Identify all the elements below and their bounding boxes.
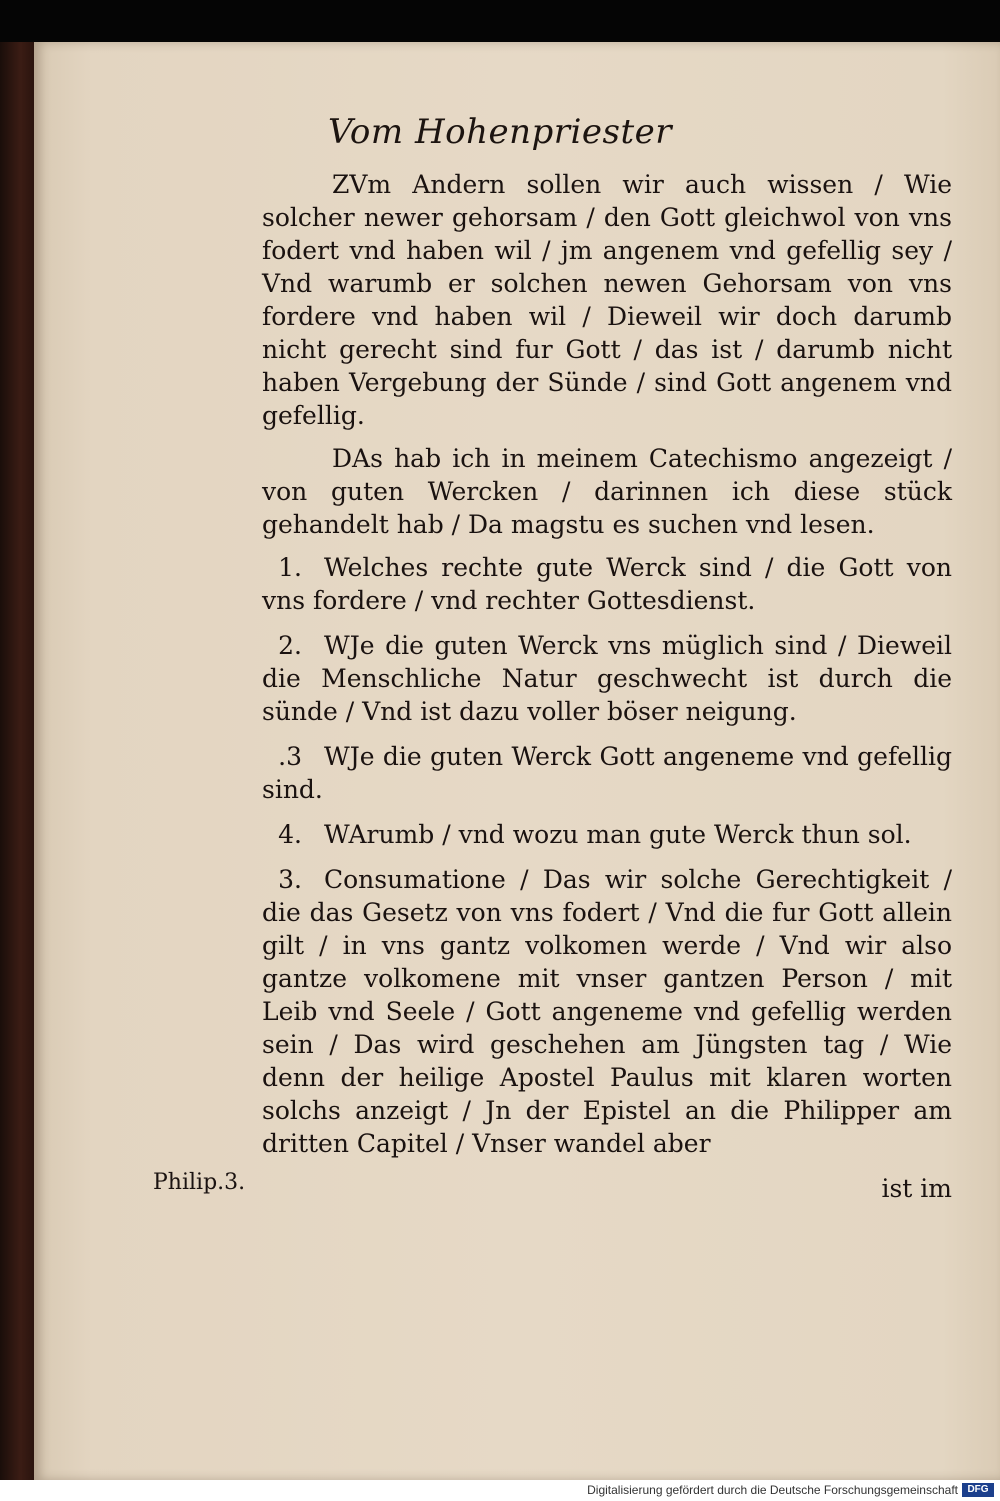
item-text: WJe die guten Werck Gott angeneme vnd gefellig sind.	[262, 742, 952, 804]
running-head: Vom Hohenpriester	[328, 112, 672, 152]
margin-note: Philip.3.	[153, 1170, 246, 1195]
item-number: 3.	[278, 865, 302, 894]
item-number: .3	[278, 742, 302, 771]
book-binding-edge	[0, 42, 34, 1480]
item-number: 2.	[278, 631, 302, 660]
list-item	[262, 818, 952, 851]
body-text	[262, 168, 952, 1230]
list-item	[262, 629, 952, 728]
item-text: WArumb / vnd wozu man gute Werck thun sol.	[324, 820, 912, 849]
item-text: WJe die guten Werck vns müglich sind / Dieweil die Menschliche Natur geschwecht ist durch die sünde / Vnd ist dazu voller böser neigung.	[262, 631, 952, 726]
item-number: 1.	[278, 553, 302, 582]
item-text: Welches rechte gute Werck sind / die Gott von vns fordere / vnd rechter Gottesdienst.	[262, 553, 952, 615]
item-number: 4.	[278, 820, 302, 849]
catchword: ist im	[881, 1174, 952, 1203]
dfg-logo-icon: DFG	[962, 1483, 994, 1497]
list-item	[262, 740, 952, 806]
item-text: Consumatione / Das wir solche Gerechtigkeit / die das Gesetz von vns fodert / Vnd die fur Gott allein gilt / in vns gantz volkomen werde / Vnd wir also gantze volkomene mit vnser gantzen Person / mit Leib vnd Seele / Gott angeneme vnd gefellig werden sein / Das wird geschehen am Jüngsten tag / Wie denn der heilige Apostel Paulus mit klaren worten solchs anzeigt / Jn der Epistel an die Philipper am dritten Capitel / Vnser wandel aber	[262, 865, 952, 1158]
list-item	[262, 863, 952, 1160]
footer-bar	[0, 1480, 1000, 1501]
funding-notice: Digitalisierung gefördert durch die Deutsche Forschungsgemeinschaft	[587, 1483, 958, 1497]
paragraph-2: DAs hab ich in meinem Catechismo angezeigt / von guten Wercken / darinnen ich diese stück gehandelt hab / Da magstu es suchen vnd lesen.	[262, 444, 952, 539]
paragraph-1: ZVm Andern sollen wir auch wissen / Wie solcher newer gehorsam / den Gott gleichwol von vns fodert vnd haben wil / jm angenem vnd gefellig sey / Vnd warumb er solchen newen Gehorsam von vns fordere vnd haben wil / Dieweil wir doch darumb nicht gerecht sind fur Gott / das ist / darumb nicht haben Vergebung der Sünde / sind Gott angenem vnd gefellig.	[262, 170, 952, 430]
list-item	[262, 551, 952, 617]
